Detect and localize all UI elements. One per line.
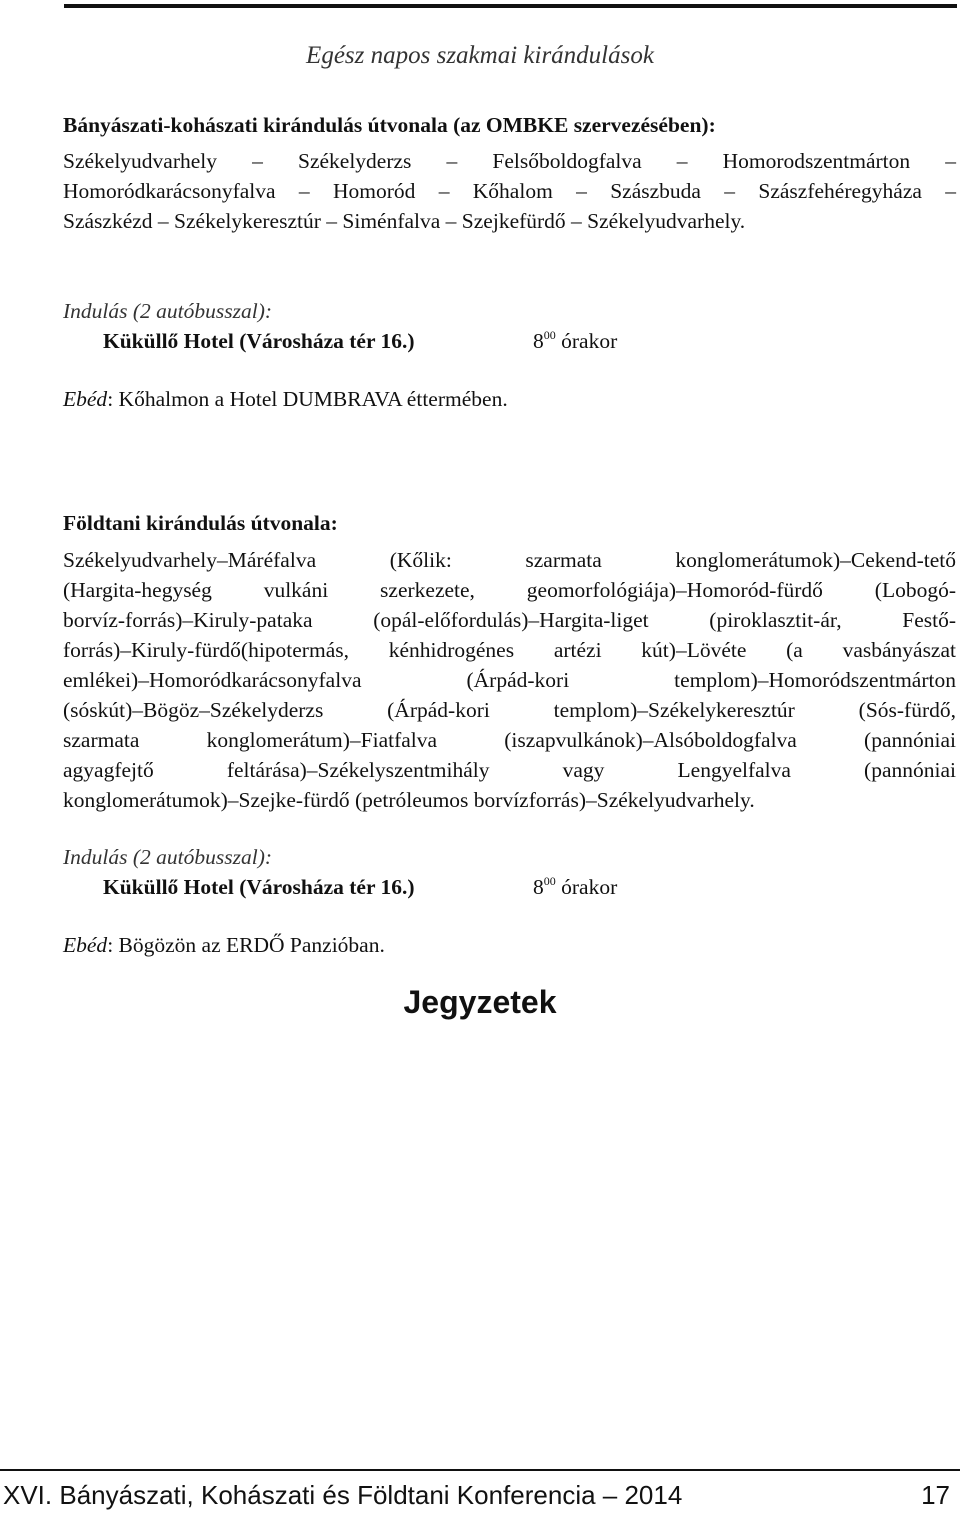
trip2-departure-place: Küküllő Hotel (Városháza tér 16.) bbox=[103, 875, 415, 899]
trip2-route-line: agyagfejtő feltárása)–Székelyszentmihály vagy Lengyelfalva (pannóniai bbox=[63, 758, 956, 782]
trip2-route bbox=[63, 545, 956, 815]
trip2-title: Földtani kirándulás útvonala: bbox=[63, 511, 338, 535]
trip2-departure-label: Indulás (2 autóbusszal): bbox=[63, 845, 273, 869]
trip1-departure-suffix: órakor bbox=[561, 329, 618, 353]
trip2-route-line: (Hargita-hegység vulkáni szerkezete, geomorfológiája)–Homoród-fürdő (Lobogó- bbox=[63, 578, 956, 602]
trip1-departure-place: Küküllő Hotel (Városháza tér 16.) bbox=[103, 329, 415, 353]
trip2-lunch-label: Ebéd bbox=[63, 933, 108, 957]
trip2-lunch-text: : Bögözön az ERDŐ Panzióban. bbox=[107, 933, 385, 957]
trip1-lunch-label: Ebéd bbox=[63, 387, 108, 411]
trip1-route-line: Homoródkarácsonyfalva – Homoród – Kőhalom – Szászbuda – Szászfehéregyháza – bbox=[63, 179, 956, 203]
trip1-lunch-text: : Kőhalmon a Hotel DUMBRAVA éttermében. bbox=[107, 387, 508, 411]
trip2-departure bbox=[63, 842, 956, 902]
trip1-departure-label: Indulás (2 autóbusszal): bbox=[63, 299, 273, 323]
trip1-departure-time bbox=[533, 326, 617, 356]
top-rule bbox=[64, 4, 957, 8]
trip2-departure-hour: 8 bbox=[533, 875, 544, 899]
trip1-title: Bányászati-kohászati kirándulás útvonala (az OMBKE szervezésében): bbox=[63, 113, 716, 137]
trip1-route-line: Székelyudvarhely – Székelyderzs – Felsőboldogfalva – Homorodszentmárton – bbox=[63, 149, 956, 173]
trip1-departure bbox=[63, 296, 956, 356]
trip2-route-line: borvíz-forrás)–Kiruly-pataka (opál-előfordulás)–Hargita-liget (piroklasztit-ár, Festő- bbox=[63, 608, 956, 632]
trip1-route-line: Szászkézd – Székelykeresztúr – Siménfalva – Szejkefürdő – Székelyudvarhely. bbox=[63, 209, 746, 233]
footer-rule bbox=[0, 1469, 960, 1471]
trip2-route-line: Székelyudvarhely–Máréfalva (Kőlik: szarmata konglomerátumok)–Cekend-tető bbox=[63, 548, 956, 572]
trip1-route bbox=[63, 146, 956, 236]
trip2-departure-minutes: 00 bbox=[543, 874, 556, 888]
trip2-departure-suffix: órakor bbox=[561, 875, 618, 899]
trip1-departure-minutes: 00 bbox=[543, 328, 556, 342]
trip2-departure-row bbox=[63, 872, 956, 902]
trip2-route-line: emlékei)–Homoródkarácsonyfalva (Árpád-kori templom)–Homoródszentmárton bbox=[63, 668, 956, 692]
trip1-title-block bbox=[63, 110, 956, 140]
trip2-route-line: szarmata konglomerátum)–Fiatfalva (iszapvulkánok)–Alsóboldogfalva (pannóniai bbox=[63, 728, 956, 752]
footer-page-number: 17 bbox=[921, 1480, 950, 1510]
footer-conference-title: XVI. Bányászati, Kohászati és Földtani Konferencia – 2014 bbox=[3, 1480, 683, 1510]
trip2-lunch bbox=[63, 930, 956, 960]
trip1-departure-hour: 8 bbox=[533, 329, 544, 353]
section-heading: Egész napos szakmai kirándulások bbox=[306, 42, 654, 69]
trip2-route-line: (sóskút)–Bögöz–Székelyderzs (Árpád-kori templom)–Székelykeresztúr (Sós-fürdő, bbox=[63, 698, 956, 722]
trip2-route-line: konglomerátumok)–Szejke-fürdő (petróleumos borvízforrás)–Székelyudvarhely. bbox=[63, 788, 755, 812]
trip2-departure-time bbox=[533, 872, 617, 902]
trip1-departure-row bbox=[63, 326, 956, 356]
notes-title: Jegyzetek bbox=[403, 984, 557, 1020]
trip2-title-block bbox=[63, 508, 956, 538]
trip1-lunch bbox=[63, 384, 956, 414]
trip2-route-line: forrás)–Kiruly-fürdő(hipotermás, kénhidrogénes artézi kút)–Lövéte (a vasbányászat bbox=[63, 638, 956, 662]
